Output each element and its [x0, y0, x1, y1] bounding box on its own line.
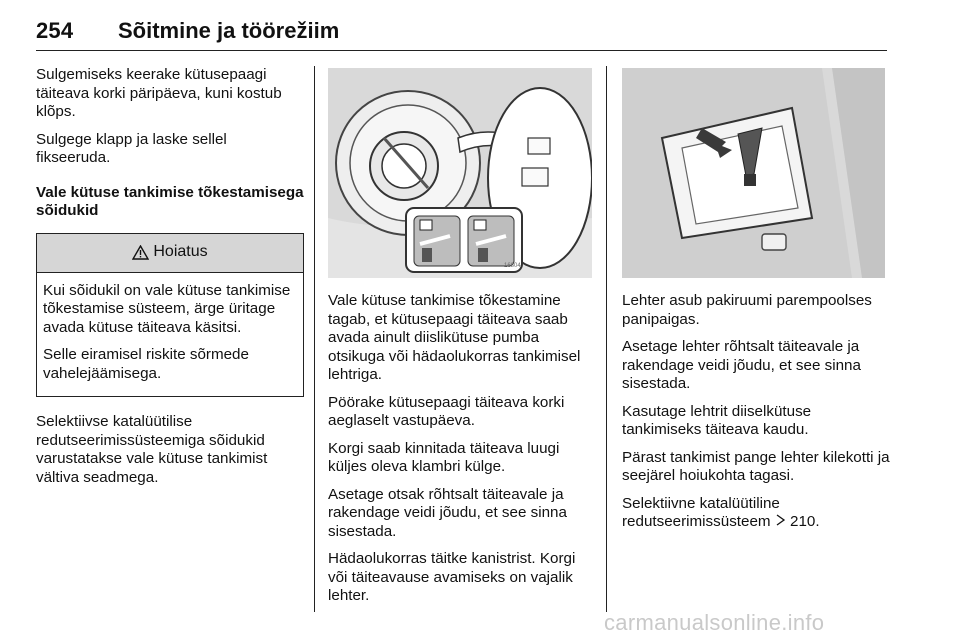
paragraph: Asetage otsak rõhtsalt täiteavale ja rakendage veidi jõudu, et see sinna sisestada.	[328, 485, 567, 540]
paragraph: Kasutage lehtrit diiselkütuse tankimiseks täiteava kaudu.	[622, 402, 812, 438]
paragraph-with-reference	[622, 495, 890, 532]
paragraph: Lehter asub pakiruumi parempoolses panipaigas.	[622, 292, 872, 328]
trunk-storage-drawing	[622, 68, 885, 278]
page-reference-link[interactable]: 210.	[790, 513, 820, 530]
paragraph: Vale kütuse tankimise tõkestamine tagab, et kütusepaagi täiteava saab avada ainult diislikütuse pumba otsikuga või hädaolukorras tankimisel lehtriga.	[328, 292, 581, 383]
paragraph: Selektiivse katalüütilise redutseerimissüsteemiga sõidukid varustatakse vale kütuse tankimist vältiva seadmega.	[36, 413, 268, 486]
page-number: 254	[36, 18, 74, 43]
warning-header	[37, 234, 303, 273]
column-3	[622, 292, 890, 541]
warning-triangle-icon	[132, 245, 149, 260]
page-header	[36, 16, 886, 52]
warning-box	[36, 233, 304, 398]
watermark: carmanualsonline.info	[604, 610, 825, 635]
fuel-filler-illustration	[328, 68, 592, 278]
section-subheading: Vale kütuse tankimise tõkestamisega sõidukid	[36, 183, 304, 219]
warning-paragraph: Selle eiramisel riskite sõrmede vahelejäämisega.	[43, 346, 249, 382]
warning-body	[37, 273, 303, 397]
trunk-storage-illustration	[622, 68, 885, 278]
fuel-filler-drawing	[328, 68, 592, 278]
paragraph: Hädaolukorras täitke kanistrist. Korgi või täiteavause avamiseks on vajalik lehter.	[328, 550, 576, 604]
paragraph: Asetage lehter rõhtsalt täiteavale ja rakendage veidi jõudu, et see sinna sisestada.	[622, 338, 861, 392]
chapter-title: Sõitmine ja töörežiim	[118, 18, 340, 43]
paragraph: Sulgemiseks keerake kütusepaagi täiteava korki päripäeva, kuni kostub klõps.	[36, 66, 282, 120]
paragraph-text: Selektiivne katalüütiline redutseerimissüsteem	[622, 494, 780, 530]
paragraph: Pöörake kütusepaagi täiteava korki aeglaselt vastupäeva.	[328, 393, 565, 429]
paragraph: Pärast tankimist pange lehter kilekotti ja seejärel hoiukohta tagasi.	[622, 448, 890, 484]
paragraph: Sulgege klapp ja laske sellel fikseeruda.	[36, 130, 227, 166]
column-divider-2	[606, 66, 607, 612]
header-rule	[36, 50, 887, 51]
column-2	[328, 292, 594, 615]
page-reference-arrow-icon	[775, 514, 786, 526]
warning-title: Hoiatus	[153, 243, 208, 261]
column-1	[36, 66, 304, 496]
figure-code-label: 16804	[504, 263, 521, 269]
paragraph: Korgi saab kinnitada täiteava luugi küljes oleva klambri külge.	[328, 439, 560, 475]
column-divider-1	[314, 66, 315, 612]
warning-paragraph: Kui sõidukil on vale kütuse tankimise tõkestamise süsteem, ärge üritage avada kütuse täiteava käsitsi.	[43, 281, 291, 336]
